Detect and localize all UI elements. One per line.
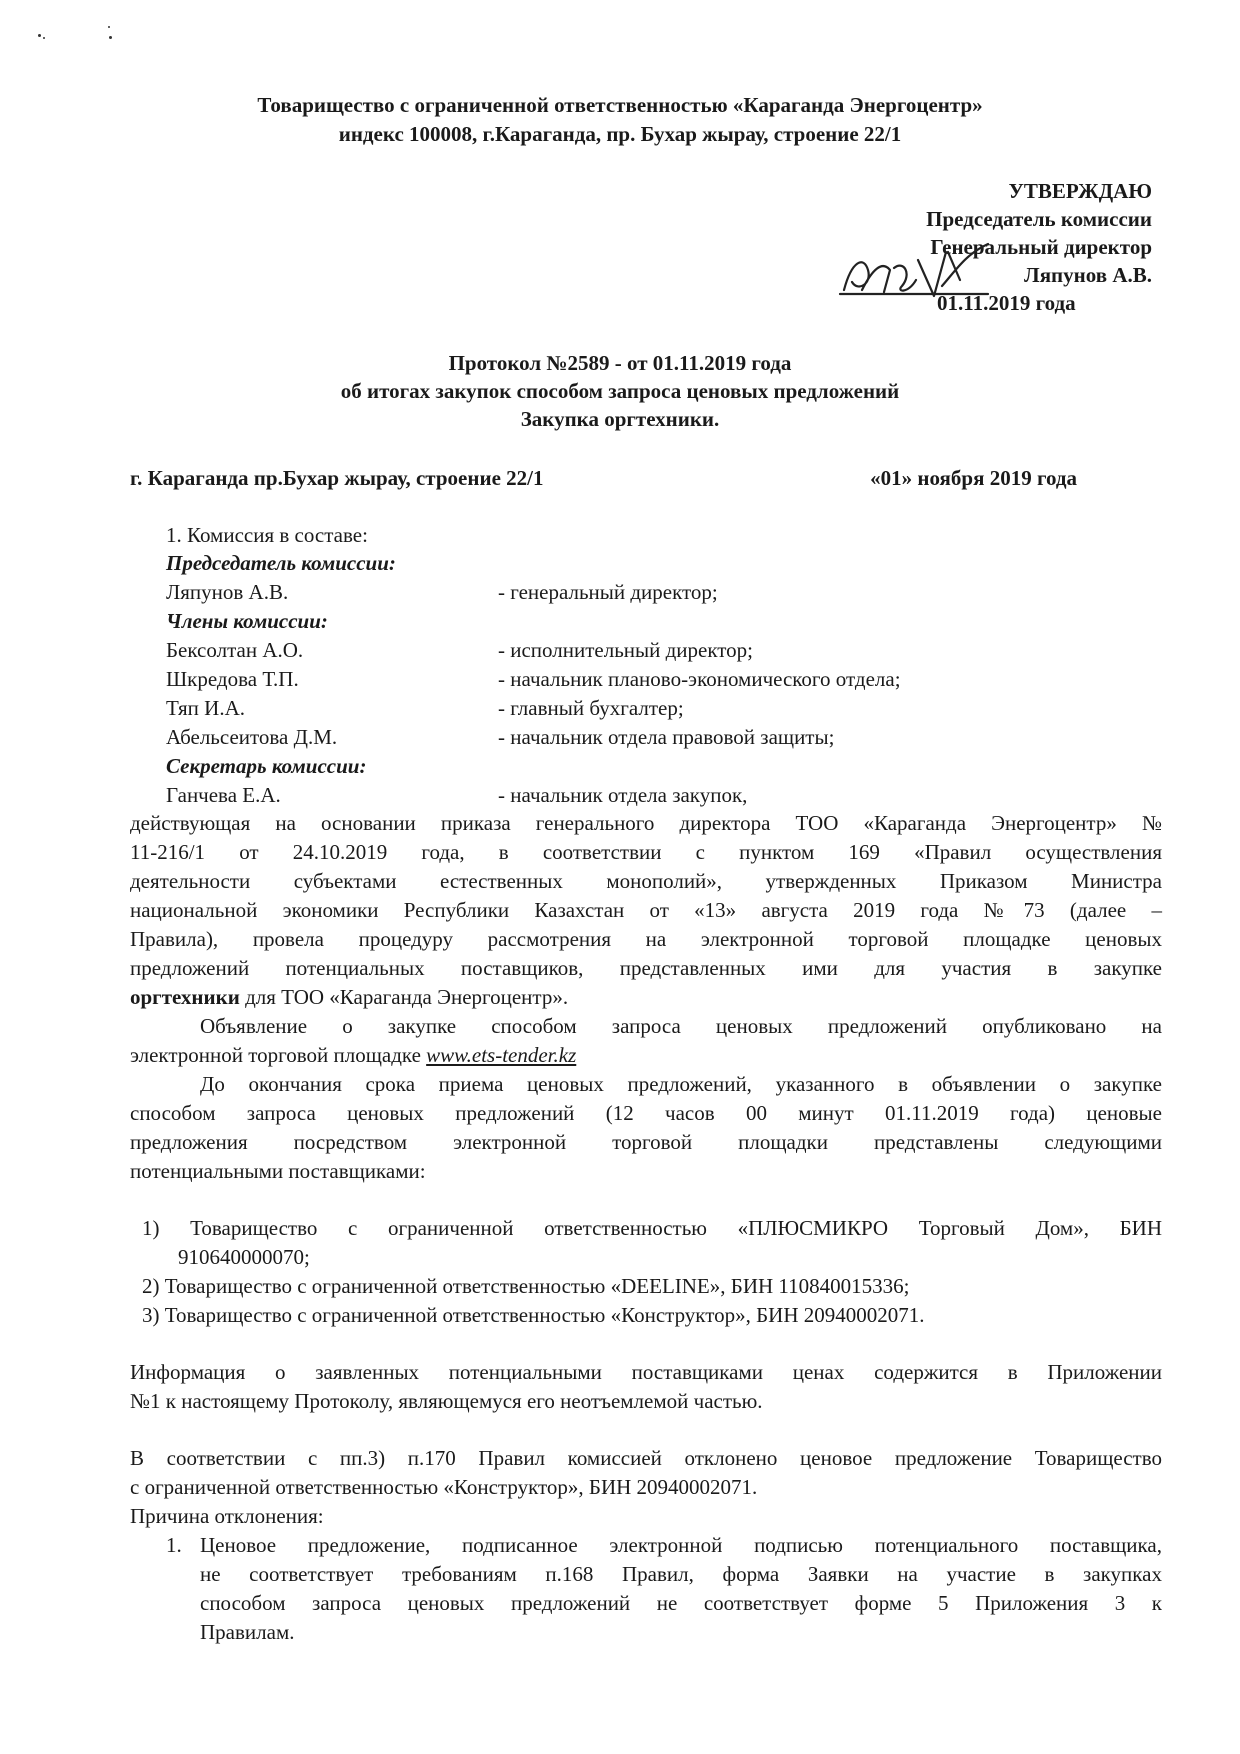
approval-date: 01.11.2019 года xyxy=(937,291,1076,315)
paragraph-line: Объявление о закупке способом запроса ценовых предложений опубликовано на xyxy=(200,1014,1162,1038)
paragraph-line: В соответствии с пп.3) п.170 Правил комиссией отклонено ценовое предложение Товарищество xyxy=(130,1446,1162,1470)
paragraph-line-last: №1 к настоящему Протоколу, являющемуся его неотъемлемой частью. xyxy=(130,1389,763,1413)
secretary-heading: Секретарь комиссии: xyxy=(166,754,367,778)
member-name: Тяп И.А. xyxy=(166,696,246,720)
paragraph-line: 11-216/1 от 24.10.2019 года, в соответствии с пунктом 169 «Правил осуществления xyxy=(130,840,1162,864)
reason-line: не соответствует требованиям п.168 Правил, форма Заявки на участие в закупках xyxy=(200,1562,1162,1586)
reason-heading: Причина отклонения: xyxy=(130,1504,324,1528)
paragraph-text: для ТОО «Караганда Энергоцентр». xyxy=(239,985,569,1009)
paragraph-line-last xyxy=(130,984,568,1011)
paragraph-line: Правила), провела процедуру рассмотрения на электронной торговой площадке ценовых xyxy=(130,927,1162,951)
header-org-name: Товарищество с ограниченной ответственностью «Караганда Энергоцентр» xyxy=(257,93,983,117)
header-address: индекс 100008, г.Караганда, пр. Бухар жырау, строение 22/1 xyxy=(338,122,902,146)
member-role: - начальник планово-экономического отдела; xyxy=(498,667,901,691)
reason-number: 1. xyxy=(166,1533,182,1557)
members-heading: Члены комиссии: xyxy=(166,609,328,633)
date-line: «01» ноября 2019 года xyxy=(870,466,1077,490)
approval-role-director: Генеральный директор xyxy=(930,235,1152,259)
chair-name: Ляпунов А.В. xyxy=(166,580,289,604)
place-line: г. Караганда пр.Бухар жырау, строение 22/1 xyxy=(130,466,544,490)
approval-name: Ляпунов А.В. xyxy=(1024,263,1152,287)
paragraph-line: предложения посредством электронной торговой площадки представлены следующими xyxy=(130,1130,1162,1154)
paragraph-line: национальной экономики Республики Казахстан от «13» августа 2019 года №73 (далее – xyxy=(130,898,1162,922)
paragraph-line-last xyxy=(130,1042,576,1069)
chair-role: - генеральный директор; xyxy=(498,580,718,604)
paragraph-line: предложений потенциальных поставщиков, представленных ими для участия в закупке xyxy=(130,956,1162,980)
reason-line: Ценовое предложение, подписанное электронной подписью потенциального поставщика, xyxy=(200,1533,1162,1557)
approval-title: УТВЕРЖДАЮ xyxy=(1008,179,1152,203)
member-role: - начальник отдела правовой защиты; xyxy=(498,725,835,749)
commission-intro: 1. Комиссия в составе: xyxy=(166,523,368,547)
member-name: Бексолтан А.О. xyxy=(166,638,304,662)
protocol-subject: Закупка оргтехники. xyxy=(520,407,720,431)
paragraph-line: До окончания срока приема ценовых предложений, указанного в объявлении о закупке xyxy=(200,1072,1162,1096)
supplier-item-cont: 910640000070; xyxy=(178,1245,310,1269)
member-role: - исполнительный директор; xyxy=(498,638,754,662)
paragraph-line-last: с ограниченной ответственностью «Конструктор», БИН 20940002071. xyxy=(130,1475,758,1499)
member-name: Абельсеитова Д.М. xyxy=(166,725,338,749)
paragraph-text: электронной торговой площадке xyxy=(130,1043,427,1067)
bold-term: оргтехники xyxy=(130,985,240,1009)
handwritten-signature xyxy=(838,230,998,302)
protocol-title: Протокол №2589 - от 01.11.2019 года xyxy=(448,351,792,375)
reason-line-last: Правилам. xyxy=(200,1620,295,1644)
secretary-name: Ганчева Е.А. xyxy=(166,783,281,807)
secretary-role: - начальник отдела закупок, xyxy=(498,783,748,807)
member-role: - главный бухгалтер; xyxy=(498,696,684,720)
protocol-subtitle: об итогах закупок способом запроса ценовых предложений xyxy=(340,379,900,403)
paragraph-line: способом запроса ценовых предложений (12 часов 00 минут 01.11.2019 года) ценовые xyxy=(130,1101,1162,1125)
supplier-item: 1) Товарищество с ограниченной ответственностью «ПЛЮСМИКРО Торговый Дом», БИН xyxy=(142,1216,1162,1240)
member-name: Шкредова Т.П. xyxy=(166,667,299,691)
paragraph-line: действующая на основании приказа генерального директора ТОО «Караганда Энергоцентр» № xyxy=(130,811,1162,835)
supplier-item: 3) Товарищество с ограниченной ответственностью «Конструктор», БИН 20940002071. xyxy=(142,1303,925,1327)
supplier-item: 2) Товарищество с ограниченной ответственностью «DEELINE», БИН 110840015336; xyxy=(142,1274,910,1298)
reason-line: способом запроса ценовых предложений не соответствует форме 5 Приложения 3 к xyxy=(200,1591,1162,1615)
paragraph-line: Информация о заявленных потенциальными поставщиками ценах содержится в Приложении xyxy=(130,1360,1162,1384)
approval-role-chair: Председатель комиссии xyxy=(926,207,1152,231)
tender-site-link[interactable]: www.ets-tender.kz xyxy=(426,1043,577,1067)
paragraph-line-last: потенциальными поставщиками: xyxy=(130,1159,426,1183)
chair-heading: Председатель комиссии: xyxy=(166,551,396,575)
paragraph-line: деятельности субъектами естественных монополий», утвержденных Приказом Министра xyxy=(130,869,1162,893)
